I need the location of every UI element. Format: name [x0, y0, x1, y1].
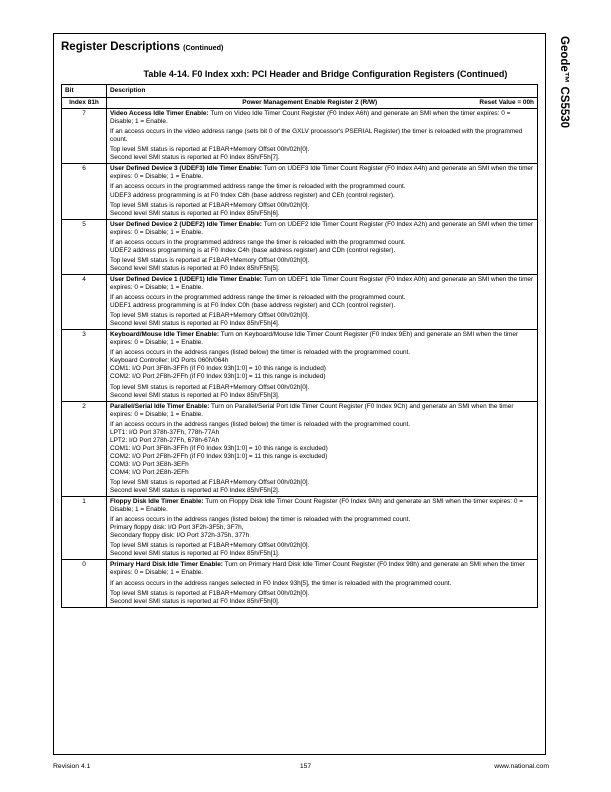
bit-number: 7	[62, 109, 107, 164]
description-line: Second level SMI status is reported at F0 Index 85h/F5h[5].	[110, 264, 280, 272]
bit-field-name: User Defined Device 1 (UDEF1) Idle Timer Enable:	[110, 275, 262, 283]
bit-field-name: Floppy Disk Idle Timer Enable:	[110, 498, 204, 506]
description-line: If an access occurs in the address ranges (listed below) the timer is reloaded with the programmed count.	[110, 349, 411, 357]
description-line: Top level SMI status is reported at F1BAR+Memory Offset 00h/02h[0].	[110, 312, 310, 320]
bit-description	[107, 330, 538, 401]
bit-field-name: Video Access Idle Timer Enable:	[110, 110, 209, 118]
bit-field-summary: Turn on Primary Hard Disk Idle Timer Count Register (F0 Index 98h) and generate an SMI when the timer expires: 0 = Disable; 1 = Enable.	[110, 561, 525, 577]
register-name: Power Management Enable Register 2 (R/W)	[242, 99, 378, 107]
description-line: UDEF2 address programming is at F0 Index C4h (base address register) and CDh (control register).	[110, 246, 396, 254]
register-table	[61, 84, 538, 608]
register-bit-row	[62, 164, 538, 219]
bit-description	[107, 497, 538, 560]
bit-description	[107, 560, 538, 607]
bit-description	[107, 109, 538, 164]
description-line: If an access occurs in the video address range (sets bit 0 of the GXLV processor's PSERIAL Register) the timer is reloaded with the programmed count.	[110, 128, 523, 144]
register-reset-value: Reset Value = 00h	[479, 99, 534, 107]
description-line: Top level SMI status is reported at F1BAR+Memory Offset 00h/02h[0].	[110, 383, 310, 391]
bit-number: 4	[62, 274, 107, 329]
description-line: Second level SMI status is reported at F0 Index 85h/F5h[6].	[110, 209, 280, 217]
description-line: COM1: I/O Port 3F8h-3FFh (if F0 Index 93h[1:0] = 10 this range is excluded)	[110, 444, 328, 452]
bit-field-summary: Turn on UDEF1 Idle Timer Count Register (F0 Index A0h) and generate an SMI when the timer expires: 0 = Disable; 1 = Enable.	[110, 275, 534, 291]
description-line: If an access occurs in the address ranges (listed below) the timer is reloaded with the programmed count.	[110, 420, 411, 428]
bit-number: 5	[62, 219, 107, 274]
description-line: UDEF1 address programming is at F0 Index C0h (base address register) and CCh (control register).	[110, 302, 396, 310]
description-line: COM3: I/O Port 3E8h-3EFh	[110, 460, 189, 468]
register-index-info	[107, 98, 538, 109]
column-header-bit: Bit	[62, 85, 107, 98]
bit-field-name: Parallel/Serial Idle Timer Enable:	[110, 402, 210, 410]
bit-field-summary: Turn on Floppy Disk Idle Timer Count Register (F0 Index 9Ah) and generate an SMI when the timer expires: 0 = Disable; 1 = Enable.	[110, 498, 523, 514]
description-line: Top level SMI status is reported at F1BAR+Memory Offset 00h/02h[0].	[110, 256, 310, 264]
bit-number: 3	[62, 330, 107, 401]
bit-field-summary: Turn on Parallel/Serial Port Idle Timer Count Register (F0 Index 9Ch) and generate an SMI when the timer expires: 0 = Disable; 1 = Enable.	[110, 402, 514, 418]
register-index: Index 81h	[62, 98, 107, 109]
bit-field-name: Keyboard/Mouse Idle Timer Enable:	[110, 331, 219, 339]
description-line: Top level SMI status is reported at F1BAR+Memory Offset 00h/02h[0].	[110, 479, 310, 487]
description-line: Secondary floppy disk: I/O Port 372h-375h, 377h	[110, 532, 250, 540]
bit-description	[107, 219, 538, 274]
description-line: If an access occurs in the address ranges (listed below) the timer is reloaded with the programmed count.	[110, 516, 411, 524]
table-header-row	[62, 85, 538, 98]
description-line: COM4: I/O Port 2E8h-2EFh	[110, 468, 189, 476]
description-line: If an access occurs in the programmed address range the timer is reloaded with the programmed count.	[110, 183, 406, 191]
section-title	[61, 41, 223, 53]
description-line: Second level SMI status is reported at F0 Index 85h/F5h[1].	[110, 550, 280, 558]
description-line: Second level SMI status is reported at F0 Index 85h/F5h[7].	[110, 154, 280, 162]
description-line: COM2: I/O Port 2F8h-2FFh (if F0 Index 93h[1:0] = 11 this range is excluded)	[110, 452, 328, 460]
bit-field-name: Primary Hard Disk Idle Timer Enable:	[110, 561, 223, 569]
bit-number: 0	[62, 560, 107, 607]
description-line: COM2: I/O Port 2F8h-2FFh (if F0 Index 93h[1:0] = 11 this range is included)	[110, 373, 326, 381]
bit-field-summary: Turn on UDEF2 Idle Timer Count Register (F0 Index A2h) and generate an SMI when the timer expires: 0 = Disable; 1 = Enable.	[110, 220, 534, 236]
description-line: Top level SMI status is reported at F1BAR+Memory Offset 00h/02h[0].	[110, 589, 310, 597]
bit-number: 2	[62, 401, 107, 497]
footer-page-number: 157	[299, 763, 312, 770]
register-index-row	[62, 98, 538, 109]
description-line: Primary floppy disk: I/O Port 3F2h-3F5h, 3F7h,	[110, 524, 244, 532]
column-header-description: Description	[107, 85, 538, 98]
register-bit-row	[62, 219, 538, 274]
bit-field-summary: Turn on Video Idle Timer Count Register (F0 Index A6h) and generate an SMI when the timer expires: 0 = Disable; 1 = Enable.	[110, 110, 511, 126]
description-line: Second level SMI status is reported at F0 Index 85h/F5h[2].	[110, 487, 280, 495]
footer-revision: Revision 4.1	[53, 763, 91, 770]
description-line: If an access occurs in the programmed address range the timer is reloaded with the programmed count.	[110, 238, 406, 246]
description-line: Top level SMI status is reported at F1BAR+Memory Offset 00h/02h[0].	[110, 201, 310, 209]
section-title-text: Register Descriptions	[61, 41, 180, 53]
bit-field-name: User Defined Device 2 (UDEF2) Idle Timer Enable:	[110, 220, 262, 228]
footer-website: www.national.com	[494, 763, 549, 770]
description-line: UDEF3 address programming is at F0 Index C8h (base address register) and CEh (control register).	[110, 191, 395, 199]
description-line: Top level SMI status is reported at F1BAR+Memory Offset 00h/02h[0].	[110, 542, 310, 550]
bit-number: 6	[62, 164, 107, 219]
bit-number: 1	[62, 497, 107, 560]
bit-field-name: User Defined Device 3 (UDEF3) Idle Timer Enable:	[110, 165, 262, 173]
description-line: Top level SMI status is reported at F1BAR+Memory Offset 00h/02h[0].	[110, 146, 310, 154]
register-bit-row	[62, 560, 538, 607]
side-product-label	[552, 36, 576, 236]
bit-field-summary: Turn on Keyboard/Mouse Idle Timer Count Register (F0 Index 9Eh) and generate an SMI when the timer expires: 0 = Disable; 1 = Enable.	[110, 331, 519, 347]
bit-description	[107, 274, 538, 329]
register-bit-row	[62, 401, 538, 497]
description-line: LPT2: I/O Port 278h-27Fh, 678h-67Ah	[110, 436, 220, 444]
register-bit-row	[62, 274, 538, 329]
description-line: COM1: I/O Port 3F8h-3FFh (if F0 Index 93h[1:0] = 10 this range is included)	[110, 365, 326, 373]
register-bit-row	[62, 497, 538, 560]
side-label-text: Geode™ CS5530	[558, 36, 570, 129]
register-bit-row	[62, 109, 538, 164]
bit-field-summary: Turn on UDEF3 Idle Timer Count Register (F0 Index A4h) and generate an SMI when the timer expires: 0 = Disable; 1 = Enable.	[110, 165, 534, 181]
description-line: Second level SMI status is reported at F0 Index 85h/F5h[3].	[110, 391, 280, 399]
table-caption: Table 4-14. F0 Index xxh: PCI Header and Bridge Configuration Registers (Continued)	[143, 69, 508, 79]
description-line: Second level SMI status is reported at F0 Index 85h/F5h[0].	[110, 597, 280, 605]
description-line: If an access occurs in the address ranges selected in F0 Index 93h[5], the timer is reloaded with the programmed count.	[110, 579, 452, 587]
description-line: Keyboard Controller: I/O Ports 060h/064h	[110, 357, 229, 365]
description-line: Second level SMI status is reported at F0 Index 85h/F5h[4].	[110, 320, 280, 328]
description-line: If an access occurs in the programmed address range the timer is reloaded with the programmed count.	[110, 294, 406, 302]
bit-description	[107, 401, 538, 497]
bit-description	[107, 164, 538, 219]
description-line: LPT1: I/O Port 378h-37Fh, 778h-77Ah	[110, 428, 220, 436]
section-title-suffix: (Continued)	[183, 43, 224, 52]
register-bit-row	[62, 330, 538, 401]
